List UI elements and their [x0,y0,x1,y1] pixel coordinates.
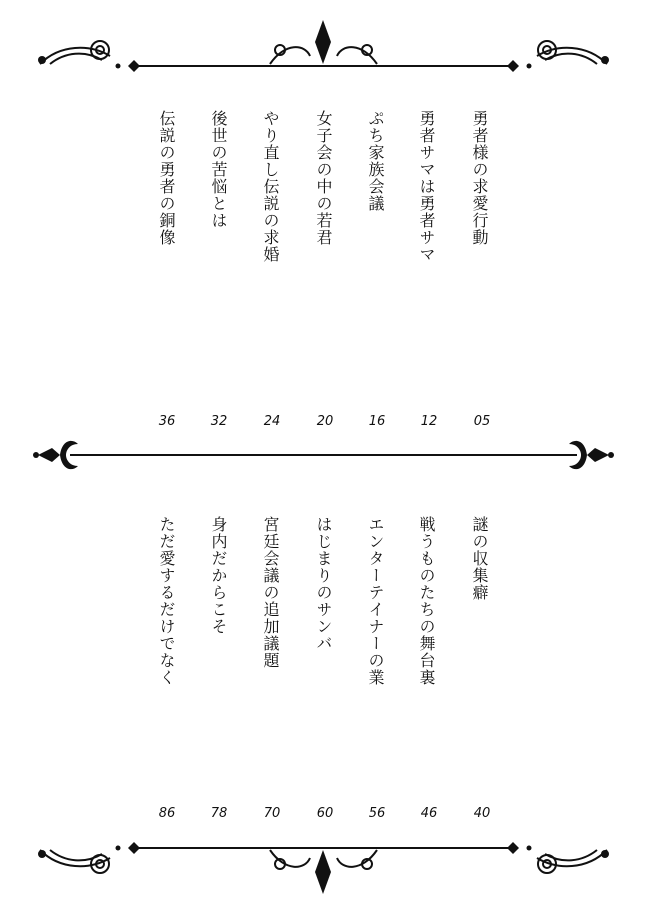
toc-title: 宮廷会議の追加議題 [261,516,280,669]
toc-title: ぷち家族会議 [366,110,385,212]
toc-page-number: 78 [210,806,228,821]
toc-title: やり直し伝説の求婚 [261,110,280,263]
toc-title: ただ愛するだけでなく [157,516,176,686]
toc-page-number: 12 [420,414,438,429]
toc-page-number: 40 [473,806,491,821]
toc-page-number: 56 [368,806,386,821]
toc-page-number: 46 [420,806,438,821]
toc-title: 戦うものたちの舞台裏 [417,516,436,686]
toc-page-number: 86 [158,806,176,821]
toc-title: 身内だからこそ [209,516,228,635]
middle-fleur-divider [0,430,647,480]
toc-title: 女子会の中の若君 [314,110,333,246]
toc-title: はじまりのサンバ [314,516,333,652]
toc-title: 後世の苦悩とは [209,110,228,229]
toc-page-number: 32 [210,414,228,429]
toc-title: 伝説の勇者の銅像 [157,110,176,246]
toc-page-number: 16 [368,414,386,429]
toc-title: 勇者様の求愛行動 [470,110,489,246]
toc-page-number: 60 [316,806,334,821]
bottom-flourish-ornament [0,830,647,900]
toc-page-number: 36 [158,414,176,429]
toc-page-number: 70 [263,806,281,821]
top-flourish-ornament [0,14,647,84]
toc-title: 勇者サマは勇者サマ [417,110,436,263]
toc-page-number: 20 [316,414,334,429]
toc-page-number: 24 [263,414,281,429]
toc-title: 謎の収集癖 [470,516,489,601]
toc-page-number: 05 [473,414,491,429]
toc-title: エンターテイナーの業 [366,516,385,686]
